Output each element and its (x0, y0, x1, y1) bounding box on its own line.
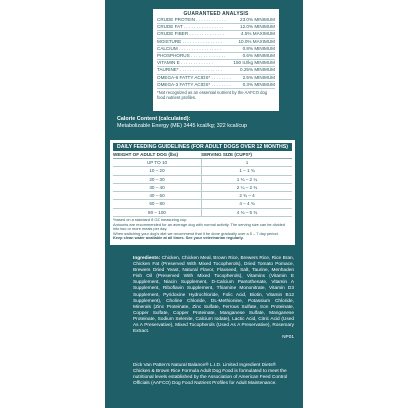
dog-weight: 10 – 20 (113, 167, 202, 174)
nutrient-value: 150 IU/kg MINIMUM (233, 60, 275, 66)
guaranteed-analysis-row (157, 60, 275, 67)
nutrient-value: 0.8% MINIMUM (242, 45, 275, 51)
feeding-note-amounts: Amounts are recommended for an average dog with normal activity. The serving size can be divided into two or more meals per day. (113, 221, 285, 232)
dog-weight: 30 – 40 (113, 184, 202, 191)
guaranteed-analysis-row (157, 82, 275, 89)
ingredients-label: Ingredients: (133, 256, 161, 261)
nutrient-value: 0.6% MINIMUM (242, 52, 275, 58)
guaranteed-analysis-row (157, 67, 275, 74)
feeding-col-weight: WEIGHT OF ADULT DOG (lbs) (113, 152, 179, 157)
feeding-table-header (113, 152, 292, 159)
nutrient-name: PHOSPHORUS . . . . . . . . . . . . . . (157, 52, 226, 58)
feeding-table-row (113, 167, 292, 175)
feeding-note-water: Keep clean water available at all times. See your veterinarian regularly. (113, 235, 244, 241)
guaranteed-analysis-row (157, 24, 275, 31)
serving-size: 1 ¾ – 2 ¼ (236, 176, 258, 182)
guaranteed-analysis-row (157, 53, 275, 60)
guaranteed-analysis-rows (153, 17, 279, 89)
calorie-heading: Calorie Content (calculated): (117, 116, 191, 122)
guaranteed-analysis-box (152, 8, 280, 112)
nutrient-value: 2.5% MINIMUM (242, 74, 275, 80)
guaranteed-analysis-note: *Not recognized as an essential nutrient by the AAFCO dog food nutrient profiles. (157, 89, 268, 100)
aafco-statement: Dick Van Patten's Natural Balance® L.I.D. Limited Ingredient Diets® Chicken & Brown Rice Formula Adult Dog Food is formulated to meet the nutritional levels established by the Association of American Feed Control Officials (AAFCO) Dog Food Nutrient Profiles for Adult Maintenance. (133, 363, 288, 387)
dog-weight: UP TO 10 (113, 159, 202, 166)
ingredients-text: Chicken, Chicken Meal, Brown Rice, Brewers Rice, Rice Bran, Chicken Fat (Preserved With Mixed Tocopherols), Dried Tomato Pomace, Brewers Dried Yeast, Natural Flavor, Flaxseed, Salt, Taurine, Menhaden Fish Oil (Preserved With Mixed Tocopherols), Vitamins (Vitamin E Supplement, Niacin Supplement, D-Calcium Pantothenate, Vitamin A Supplement, Riboflavin Supplement, Thiamine Mononitrate, Vitamin D3 Supplement, Pyridoxine Hydrochloride, Folic Acid, Biotin, Vitamin B12 Supplement), Choline Chloride, DL-Methionine, Potassium Chloride, Minerals (Zinc Proteinate, Zinc Sulfate, Ferrous Sulfate, Iron Proteinate, Copper Sulfate, Copper Proteinate, Manganese Sulfate, Manganese Proteinate, Sodium Selenite, Calcium Iodate), Lactic Acid, Citric Acid (Used As A Preservative), Mixed Tocopherols (Used As A Preservative), Rosemary Extract. (133, 256, 294, 335)
feeding-table-row (113, 209, 292, 217)
nutrient-value: 4.5% MAXIMUM (241, 31, 275, 37)
dog-weight: 60 – 80 (113, 200, 202, 207)
nutrient-value: 0.25% MINIMUM (240, 67, 275, 73)
feeding-table-row (113, 192, 292, 200)
feeding-notes (113, 218, 292, 241)
nutrient-name: OMEGA-6 FATTY ACIDS* . . . . . . . . (157, 74, 231, 80)
guaranteed-analysis-row (157, 39, 275, 46)
feeding-table-row (113, 176, 292, 184)
nutrient-name: VITAMIN E . . . . . . . . . . . . . (157, 60, 213, 66)
dog-weight: 20 – 30 (113, 176, 202, 183)
feeding-table-rows (110, 159, 295, 217)
dog-weight: 40 – 60 (113, 192, 202, 199)
nutrient-value: 12.0% MINIMUM (240, 24, 275, 30)
guaranteed-analysis-row (157, 75, 275, 82)
feeding-table-row (113, 159, 292, 167)
nutrient-name: OMEGA-3 FATTY ACIDS* . . . . . . . . (157, 81, 231, 87)
nutrient-name: CALCIUM . . . . . . . . . . . . . . . . . (157, 45, 222, 51)
product-code: NP01 (282, 335, 294, 341)
serving-size: 4 – 4 ¾ (239, 201, 255, 207)
feeding-table-row (113, 200, 292, 208)
nutrient-name: CRUDE FIBER . . . . . . . . . . . . . . (157, 31, 224, 37)
nutrient-name: CRUDE PROTEIN . . . . . . . . . . . . (157, 17, 226, 22)
serving-size: 2 ¾ – 4 (239, 193, 255, 199)
guaranteed-analysis-row (157, 31, 275, 38)
calorie-content (117, 116, 297, 129)
feeding-note-switch: When switching your dog's diet we recommend that it be done gradually over a 5 – 7 day period. (113, 230, 279, 236)
serving-size: 2 ¼ – 2 ¾ (236, 184, 258, 190)
nutrient-name: TAURINE* . . . . . . . . . . . . . . . . . (157, 67, 223, 73)
feeding-table-row (113, 184, 292, 192)
guaranteed-analysis-row (157, 46, 275, 53)
nutrient-name: MOISTURE . . . . . . . . . . . . . . . . (157, 38, 223, 44)
nutrient-value: 23.0% MINIMUM (240, 17, 275, 22)
feeding-guidelines-box (110, 140, 295, 245)
nutrient-value: 10.0% MAXIMUM (238, 38, 275, 44)
feeding-col-serving: SERVING SIZE (CUPS*) (201, 152, 252, 157)
nutrient-name: CRUDE FAT . . . . . . . . . . . . . . . . (157, 24, 224, 30)
guaranteed-analysis-row (157, 17, 275, 24)
serving-size: 1 – 1 ¾ (239, 168, 255, 174)
serving-size: 4 ¾ – 5 ¾ (236, 209, 258, 215)
guaranteed-analysis-title: GUARANTEED ANALYSIS (183, 11, 249, 17)
feeding-note-cup: *based on a standard 8 OZ measuring cup. (113, 217, 188, 223)
dog-weight: 80 – 100 (113, 209, 202, 216)
feeding-title: DAILY FEEDING GUIDELINES (FOR ADULT DOGS OVER 12 MONTHS) (113, 143, 292, 151)
calorie-text: Metabolizable Energy (ME) 3445 kcal/kg; 322 kcal/cup (117, 122, 248, 129)
ingredients-block (133, 256, 294, 341)
serving-size: 1 (245, 160, 249, 165)
nutrient-value: 0.3% MINIMUM (242, 81, 275, 87)
